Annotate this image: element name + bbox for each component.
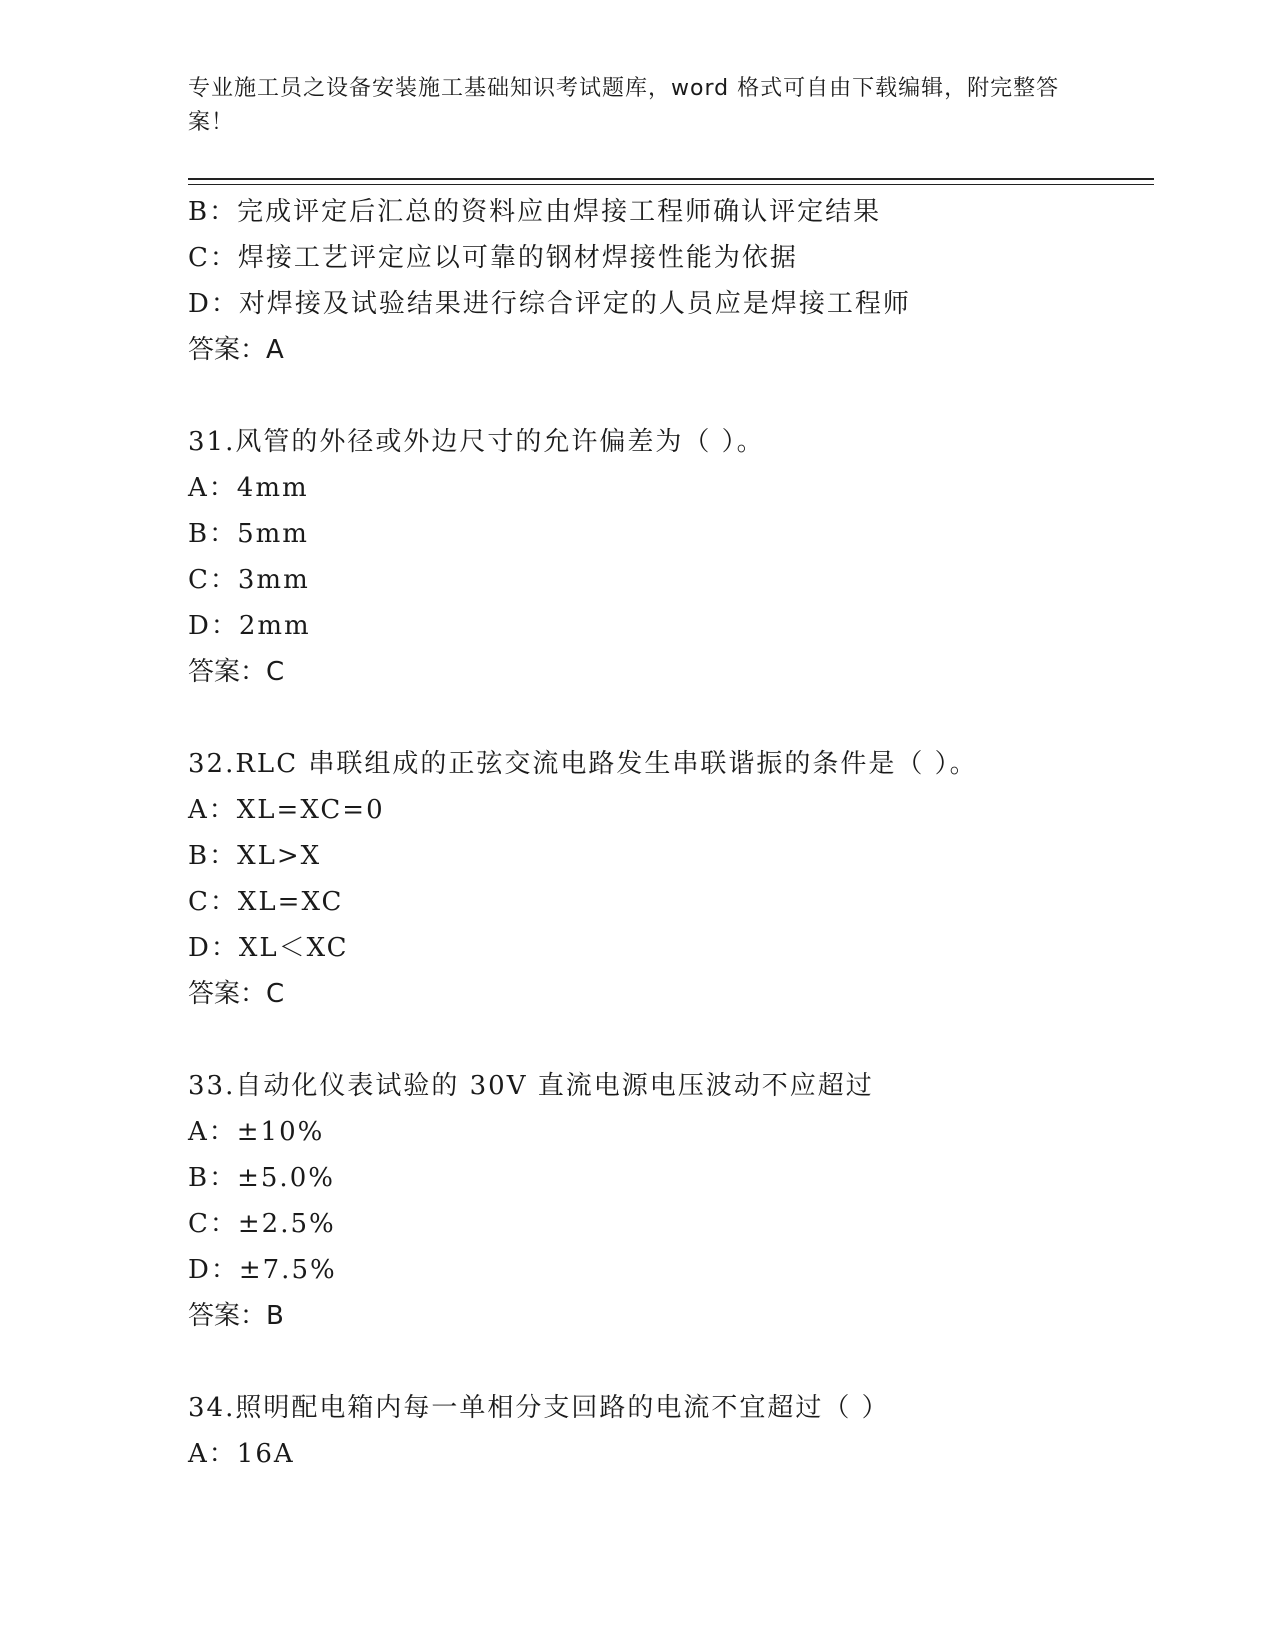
page-header: 专业施工员之设备安装施工基础知识考试题库，word 格式可自由下载编辑，附完整答案！ (188, 76, 1060, 135)
spacer (188, 1017, 1154, 1063)
header-divider-thick (188, 178, 1154, 180)
option-a: A：16A (188, 1439, 295, 1469)
option-a: A：XL=XC=0 (188, 795, 385, 825)
question-stem: 32.RLC 串联组成的正弦交流电路发生串联谐振的条件是（ ）。 (188, 749, 978, 779)
answer-line: 答案：C (188, 657, 285, 687)
option-d: D：2mm (188, 611, 311, 641)
spacer (188, 695, 1154, 741)
option-c: C：XL=XC (188, 887, 344, 917)
spacer (188, 1339, 1154, 1385)
option-d: D：对焊接及试验结果进行综合评定的人员应是焊接工程师 (188, 289, 911, 319)
answer-line: 答案：C (188, 979, 285, 1009)
option-b: B：完成评定后汇总的资料应由焊接工程师确认评定结果 (188, 197, 882, 227)
option-b: B：XL>X (188, 841, 322, 871)
header-divider-thin (188, 184, 1154, 185)
option-c: C：3mm (188, 565, 310, 595)
question-list (188, 189, 1154, 1477)
spacer (188, 373, 1154, 419)
answer-line: 答案：B (188, 1301, 284, 1331)
option-a: A：±10% (188, 1117, 325, 1147)
option-b: B：5mm (188, 519, 309, 549)
option-a: A：4mm (188, 473, 309, 503)
option-d: D：XL＜XC (188, 933, 349, 963)
question-stem: 31.风管的外径或外边尺寸的允许偏差为（ ）。 (188, 427, 765, 457)
question-stem: 34.照明配电箱内每一单相分支回路的电流不宜超过（ ） (188, 1393, 890, 1423)
option-c: C：±2.5% (188, 1209, 336, 1239)
option-c: C：焊接工艺评定应以可靠的钢材焊接性能为依据 (188, 243, 798, 273)
option-d: D：±7.5% (188, 1255, 337, 1285)
answer-line: 答案：A (188, 335, 284, 365)
question-stem: 33.自动化仪表试验的 30V 直流电源电压波动不应超过 (188, 1071, 874, 1101)
option-b: B：±5.0% (188, 1163, 335, 1193)
